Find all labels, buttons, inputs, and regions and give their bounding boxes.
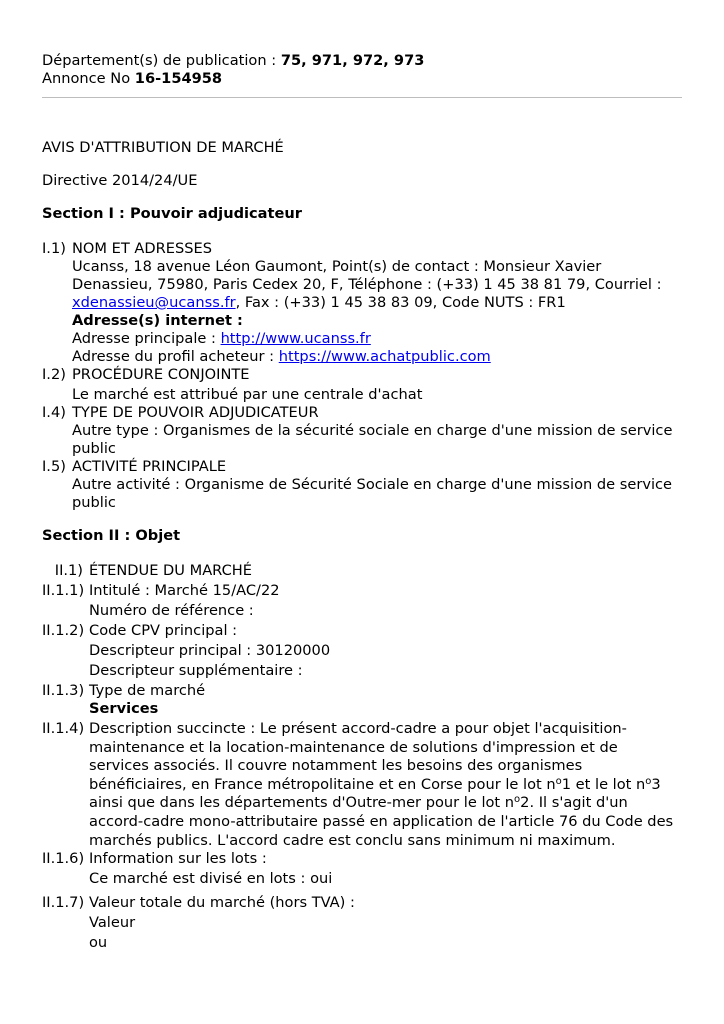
notice-title: AVIS D'ATTRIBUTION DE MARCHÉ xyxy=(42,139,284,156)
description-part: 3 ainsi que dans les départements d'Outre-mer pour le lot n xyxy=(89,775,661,812)
contact-text xyxy=(72,258,682,312)
internet-label xyxy=(72,312,682,330)
or-label: ou xyxy=(89,934,108,952)
annonce-line xyxy=(42,70,682,88)
annonce-number: 16-154958 xyxy=(134,70,223,87)
profil-label: Adresse du profil acheteur : xyxy=(72,348,275,365)
section-1-items xyxy=(42,240,682,512)
item-title: Type de marché xyxy=(89,682,206,699)
item-i2-text: Le marché est attribué par une centrale d'achat xyxy=(72,386,423,403)
contact-details: Ucanss, 18 avenue Léon Gaumont, Point(s) de contact : Monsieur Xavier Denassieu, 75980, Paris Cedex 20, F, Téléphone : (+33) 1 45 38 81 79, Courriel : xyxy=(72,258,662,293)
item-ii17 xyxy=(42,894,682,952)
item-title: Valeur totale du marché (hors TVA) : xyxy=(89,894,355,912)
item-ii1 xyxy=(42,562,682,580)
item-i2 xyxy=(42,366,682,384)
directive: Directive 2014/24/UE xyxy=(42,172,198,189)
item-title: Intitulé : Marché 15/AC/22 xyxy=(89,582,280,599)
item-number: I.2) xyxy=(42,366,66,383)
departements-line xyxy=(42,52,682,70)
item-number: I.1) xyxy=(42,240,66,257)
item-i4 xyxy=(42,404,682,422)
item-number: I.5) xyxy=(42,458,66,475)
lots-info: Ce marché est divisé en lots : oui xyxy=(89,870,333,888)
section-1-heading: Section I : Pouvoir adjudicateur xyxy=(42,205,302,222)
description-part: 1 et le lot n xyxy=(561,775,646,793)
item-number: II.1.4) xyxy=(42,720,85,737)
item-i5-text: Autre activité : Organisme de Sécurité Sociale en charge d'une mission de service public xyxy=(72,476,673,511)
item-title: NOM ET ADRESSES xyxy=(72,240,213,257)
item-title: TYPE DE POUVOIR ADJUDICATEUR xyxy=(72,404,319,421)
item-i1-content xyxy=(42,258,682,366)
reference-number: Numéro de référence : xyxy=(89,602,254,619)
item-number: I.4) xyxy=(42,404,66,421)
profil-line xyxy=(72,348,682,366)
item-ii13 xyxy=(42,682,682,718)
item-i5 xyxy=(42,458,682,476)
principale-label: Adresse principale : xyxy=(72,330,216,347)
item-number: II.1) xyxy=(54,562,83,579)
header-divider xyxy=(42,97,682,98)
cpv-supplementary: Descripteur supplémentaire : xyxy=(89,662,303,679)
superscript: o xyxy=(555,775,562,787)
email-link[interactable]: xdenassieu@ucanss.fr xyxy=(72,294,236,311)
item-title: Information sur les lots : xyxy=(89,850,267,868)
section-2-items xyxy=(42,562,682,952)
contract-type: Services xyxy=(89,700,159,717)
item-ii12 xyxy=(42,622,682,680)
departements-value: 75, 971, 972, 973 xyxy=(280,52,425,69)
item-i4-text: Autre type : Organismes de la sécurité sociale en charge d'une mission de service public xyxy=(72,422,673,457)
profil-link[interactable]: https://www.achatpublic.com xyxy=(278,348,491,365)
item-ii14 xyxy=(42,720,682,850)
item-number: II.1.6) xyxy=(42,850,85,868)
departements-label: Département(s) de publication : xyxy=(42,52,277,69)
value-label: Valeur xyxy=(89,914,136,932)
item-title: Code CPV principal : xyxy=(89,622,238,639)
item-number: II.1.3) xyxy=(42,682,85,699)
fax-details: , Fax : (+33) 1 45 38 83 09, Code NUTS : FR1 xyxy=(235,294,566,311)
item-ii11 xyxy=(42,582,682,620)
item-number: II.1.1) xyxy=(42,582,85,599)
superscript: o xyxy=(645,775,652,787)
item-title: PROCÉDURE CONJOINTE xyxy=(72,366,250,383)
description-part: 2. Il s'agit d'un accord-cadre mono-attributaire passé en application de l'article 76 du Code des marchés publics. L'accord cadre est conclu sans minimum ni maximum. xyxy=(89,794,674,849)
item-title: ACTIVITÉ PRINCIPALE xyxy=(72,458,227,475)
superscript: o xyxy=(514,794,521,806)
item-ii16 xyxy=(42,850,682,888)
short-description xyxy=(89,720,682,850)
item-number: II.1.7) xyxy=(42,894,85,912)
principale-link[interactable]: http://www.ucanss.fr xyxy=(220,330,371,347)
cpv-main: Descripteur principal : 30120000 xyxy=(89,642,331,659)
annonce-label: Annonce No xyxy=(42,70,131,87)
internet-label-text: Adresse(s) internet : xyxy=(72,312,243,329)
principale-line xyxy=(72,330,682,348)
item-title: ÉTENDUE DU MARCHÉ xyxy=(89,562,252,579)
description-part: Description succincte : Le présent accord-cadre a pour objet l'acquisition-maintenance et la location-maintenance de solutions d'impression et de services associés. Il couvre notamment les besoins des organismes bénéficiaires, en France métropolitaine et en Corse pour le lot n xyxy=(89,720,627,793)
section-2-heading: Section II : Objet xyxy=(42,527,181,544)
item-number: II.1.2) xyxy=(42,622,85,639)
item-i1 xyxy=(42,240,682,258)
notice-document xyxy=(42,52,682,952)
